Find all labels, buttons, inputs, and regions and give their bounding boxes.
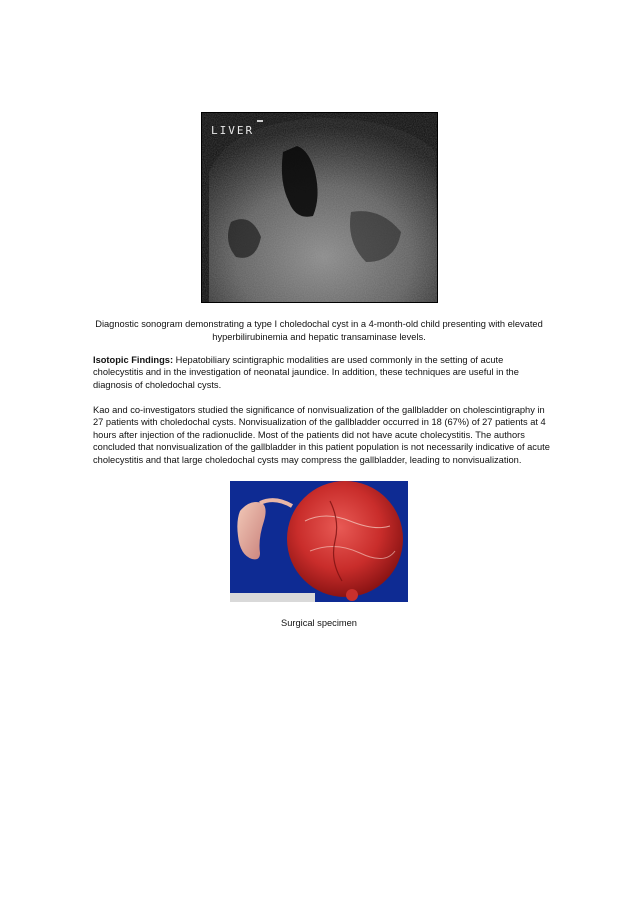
sonogram-caption: Diagnostic sonogram demonstrating a type I choledochal cyst in a 4-month-old child presenting with elevated hyperbilirubinemia and hepatic transaminase levels. xyxy=(95,319,543,342)
sonogram-graphic xyxy=(201,112,438,303)
isotopic-findings-paragraph xyxy=(93,354,553,391)
kao-study-paragraph: Kao and co-investigators studied the significance of nonvisualization of the gallbladder on cholescintigraphy in 27 patients with choledochal cysts. Nonvisualization of the gallbladder occurred in 18 (67%) of 27 patients at 4 hours after injection of the radionuclide. Most of the patients did not have acute cholecystitis. The authors concluded that nonvisualization of the gallbladder in this patient population is not necessarily indicative of acute cholecystitis and that large choledochal cysts may compress the gallbladder, leading to nonvisualization. xyxy=(93,405,550,465)
surgical-specimen-image xyxy=(230,481,408,602)
isotopic-findings-heading: Isotopic Findings: xyxy=(93,355,174,365)
sonogram-cursor-mark xyxy=(257,120,263,122)
sonogram-label: LIVER xyxy=(211,124,255,137)
isotopic-findings-text: Hepatobiliary scintigraphic modalities are used commonly in the setting of acute cholecystitis and in the investigation of neonatal jaundice. In addition, these techniques are useful in the diagnosis of choledochal cysts. xyxy=(93,355,519,390)
specimen-graphic xyxy=(230,481,408,602)
specimen-caption: Surgical specimen xyxy=(281,618,357,628)
sonogram-image xyxy=(201,112,438,303)
